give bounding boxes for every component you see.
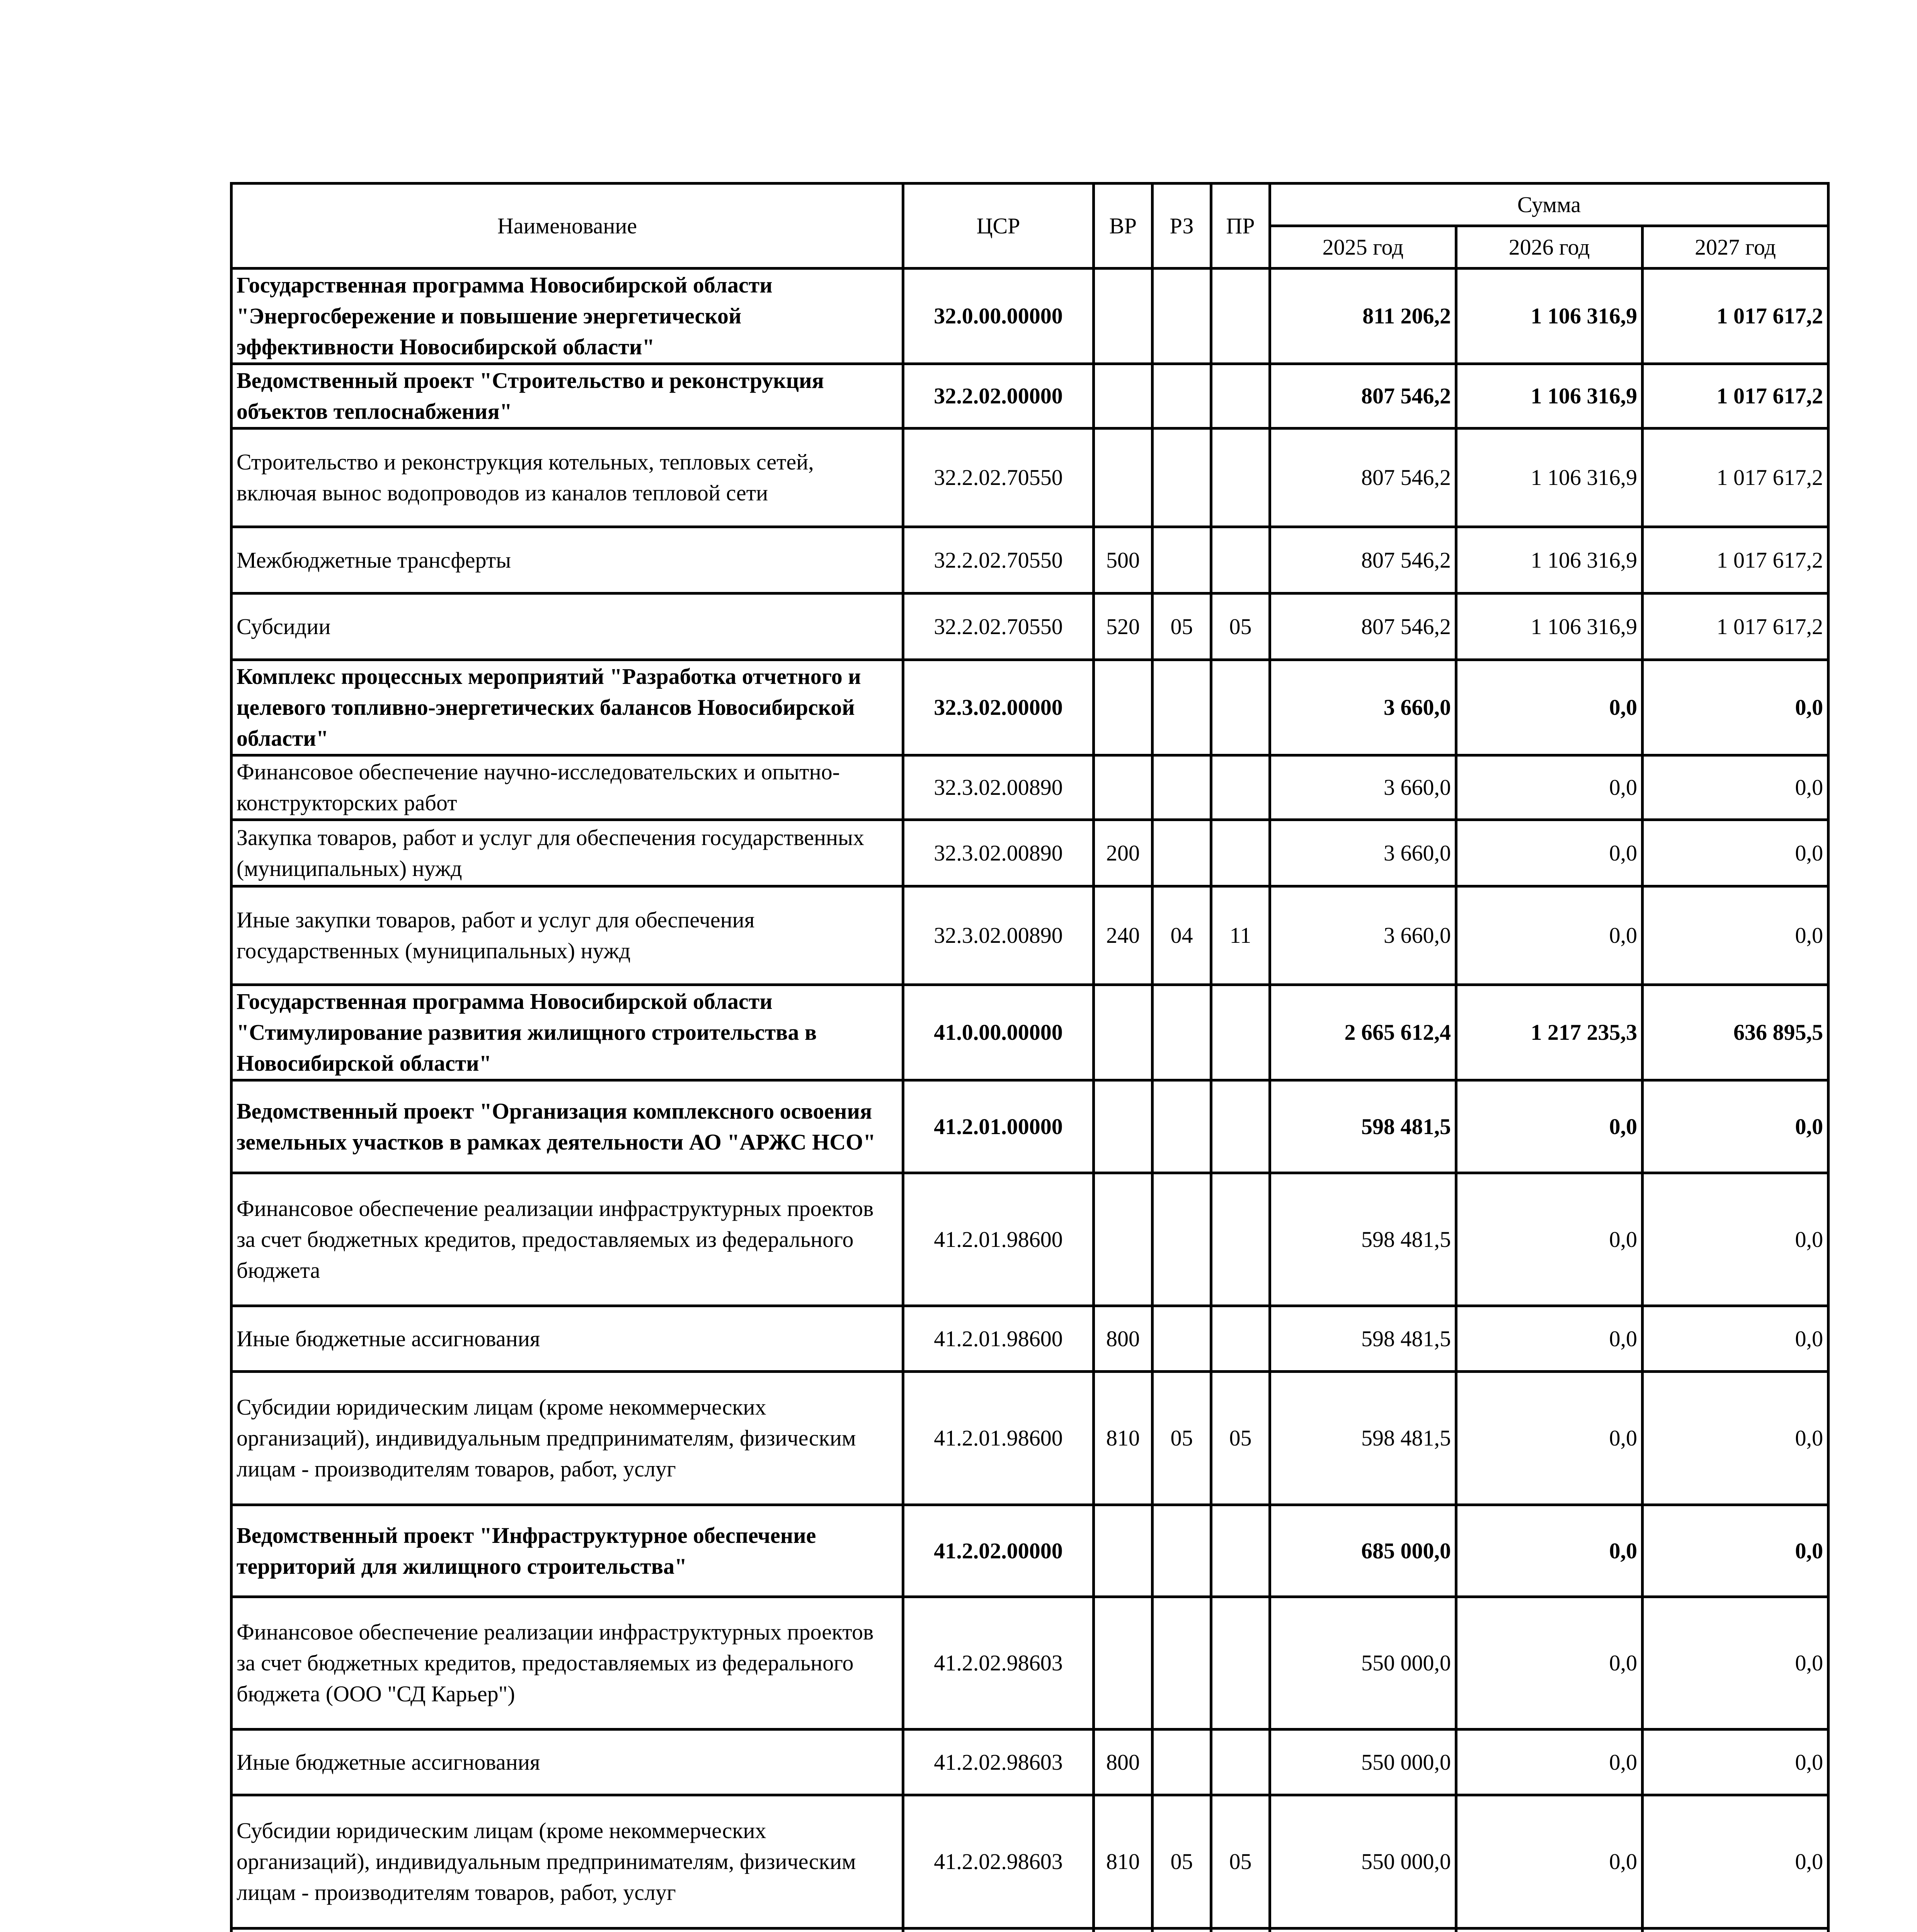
row-csr: 41.2.01.98600 xyxy=(903,1306,1094,1372)
row-name: Субсидии юридическим лицам (кроме некоммерческих организаций), индивидуальным предпринимателям, физическим лицам - производителям товаров, работ, услуг xyxy=(232,1372,903,1505)
row-csr: 41.0.00.00000 xyxy=(903,985,1094,1080)
row-sum-2027: 0,0 xyxy=(1643,1372,1828,1505)
row-csr: 41.2.02.98603 xyxy=(903,1730,1094,1795)
row-csr: 32.3.02.00000 xyxy=(903,660,1094,755)
row-sum-2026: 1 106 316,9 xyxy=(1456,364,1643,429)
table-row xyxy=(232,985,1828,1080)
table-row xyxy=(232,1173,1828,1306)
table-row xyxy=(232,1372,1828,1505)
row-name: Межбюджетные трансферты xyxy=(232,527,903,594)
row-csr: 32.0.00.00000 xyxy=(903,269,1094,364)
row-sum-2025: 807 546,2 xyxy=(1270,527,1456,594)
table-row xyxy=(232,527,1828,594)
row-pr: 05 xyxy=(1211,1795,1270,1929)
table-row xyxy=(232,364,1828,429)
header-row xyxy=(232,184,1828,226)
row-pr xyxy=(1211,660,1270,755)
row-rz: 04 xyxy=(1153,886,1211,985)
col-header-2026: 2026 год xyxy=(1456,226,1643,269)
row-sum-2026: 0,0 xyxy=(1456,1597,1643,1730)
row-sum-2026: 0,0 xyxy=(1456,886,1643,985)
table-row xyxy=(232,1505,1828,1597)
row-rz xyxy=(1153,1597,1211,1730)
row-sum-2026: 1 217 235,3 xyxy=(1456,985,1643,1080)
table-row xyxy=(232,755,1828,820)
row-rz: 05 xyxy=(1153,1795,1211,1929)
table-row xyxy=(232,820,1828,886)
row-rz xyxy=(1153,429,1211,527)
row-rz xyxy=(1153,269,1211,364)
row-sum-2026: 0,0 xyxy=(1456,1080,1643,1173)
row-sum-2027: 1 017 617,2 xyxy=(1643,594,1828,660)
row-name: Субсидии xyxy=(232,594,903,660)
row-pr: 11 xyxy=(1211,886,1270,985)
row-csr: 32.3.02.00890 xyxy=(903,755,1094,820)
row-sum-2026: 0,0 xyxy=(1456,1372,1643,1505)
row-csr: 32.3.02.00890 xyxy=(903,820,1094,886)
row-vr: 810 xyxy=(1094,1372,1153,1505)
row-sum-2025: 550 000,0 xyxy=(1270,1597,1456,1730)
col-header-rz: РЗ xyxy=(1153,184,1211,269)
row-name: Иные бюджетные ассигнования xyxy=(232,1306,903,1372)
row-vr xyxy=(1094,1080,1153,1173)
row-pr xyxy=(1211,1597,1270,1730)
row-vr xyxy=(1094,985,1153,1080)
row-vr: 800 xyxy=(1094,1306,1153,1372)
row-sum-2026: 0,0 xyxy=(1456,1173,1643,1306)
table-row xyxy=(232,660,1828,755)
row-sum-2027: 0,0 xyxy=(1643,1306,1828,1372)
row-vr xyxy=(1094,269,1153,364)
row-sum-2026 xyxy=(1456,1929,1643,1932)
row-csr: 41.2.01.98600 xyxy=(903,1173,1094,1306)
row-sum-2025: 685 000,0 xyxy=(1270,1505,1456,1597)
table-row xyxy=(232,1597,1828,1730)
row-vr xyxy=(1094,364,1153,429)
row-rz: 05 xyxy=(1153,1372,1211,1505)
row-pr xyxy=(1211,527,1270,594)
row-vr: 500 xyxy=(1094,527,1153,594)
table-row xyxy=(232,429,1828,527)
row-sum-2027: 0,0 xyxy=(1643,1080,1828,1173)
row-name: Ведомственный проект "Организация комплексного освоения земельных участков в рамках деятельности АО "АРЖС НСО" xyxy=(232,1080,903,1173)
row-pr xyxy=(1211,985,1270,1080)
row-sum-2026: 0,0 xyxy=(1456,660,1643,755)
table-row xyxy=(232,1306,1828,1372)
row-sum-2025: 598 481,5 xyxy=(1270,1306,1456,1372)
row-csr: 32.2.02.70550 xyxy=(903,527,1094,594)
row-rz xyxy=(1153,1306,1211,1372)
row-sum-2027: 1 017 617,2 xyxy=(1643,269,1828,364)
row-sum-2025: 598 481,5 xyxy=(1270,1372,1456,1505)
row-rz xyxy=(1153,755,1211,820)
table-row xyxy=(232,269,1828,364)
row-sum-2027: 1 017 617,2 xyxy=(1643,527,1828,594)
row-sum-2027: 0,0 xyxy=(1643,886,1828,985)
row-sum-2025: 3 660,0 xyxy=(1270,660,1456,755)
col-header-name: Наименование xyxy=(232,184,903,269)
row-sum-2027: 0,0 xyxy=(1643,660,1828,755)
row-rz: 05 xyxy=(1153,594,1211,660)
row-sum-2026: 1 106 316,9 xyxy=(1456,527,1643,594)
row-pr xyxy=(1211,1306,1270,1372)
row-name: Финансовое обеспечение реализации инфраструктурных проектов за счет бюджетных кредитов, предоставляемых из федерального бюджета (ООО "СД Карьер") xyxy=(232,1597,903,1730)
row-vr: 800 xyxy=(1094,1730,1153,1795)
col-header-2027: 2027 год xyxy=(1643,226,1828,269)
table-row xyxy=(232,1080,1828,1173)
row-sum-2026: 1 106 316,9 xyxy=(1456,429,1643,527)
table-row xyxy=(232,594,1828,660)
row-pr xyxy=(1211,1080,1270,1173)
row-rz xyxy=(1153,1080,1211,1173)
row-pr xyxy=(1211,364,1270,429)
table-row xyxy=(232,1795,1828,1929)
budget-sheet xyxy=(230,182,1827,1932)
row-name: Иные закупки товаров, работ и услуг для обеспечения государственных (муниципальных) нужд xyxy=(232,886,903,985)
row-rz xyxy=(1153,660,1211,755)
row-rz xyxy=(1153,820,1211,886)
row-vr xyxy=(1094,1173,1153,1306)
row-rz xyxy=(1153,364,1211,429)
row-csr: 41.2.02.98603 xyxy=(903,1597,1094,1730)
table-row xyxy=(232,1730,1828,1795)
row-rz xyxy=(1153,1505,1211,1597)
row-sum-2025: 3 660,0 xyxy=(1270,886,1456,985)
row-sum-2027: 0,0 xyxy=(1643,1730,1828,1795)
row-rz xyxy=(1153,985,1211,1080)
row-name: Государственная программа Новосибирской области "Энергосбережение и повышение энергетической эффективности Новосибирской области" xyxy=(232,269,903,364)
row-pr xyxy=(1211,1730,1270,1795)
row-sum-2027: 0,0 xyxy=(1643,1505,1828,1597)
row-name xyxy=(232,1929,903,1932)
row-pr xyxy=(1211,1173,1270,1306)
row-sum-2027: 0,0 xyxy=(1643,1795,1828,1929)
row-name: Финансовое обеспечение научно-исследовательских и опытно-конструкторских работ xyxy=(232,755,903,820)
row-sum-2026: 0,0 xyxy=(1456,1795,1643,1929)
row-name: Ведомственный проект "Строительство и реконструкция объектов теплоснабжения" xyxy=(232,364,903,429)
row-vr: 240 xyxy=(1094,886,1153,985)
row-vr xyxy=(1094,1929,1153,1932)
row-sum-2025: 807 546,2 xyxy=(1270,594,1456,660)
row-sum-2026: 0,0 xyxy=(1456,1505,1643,1597)
row-vr: 520 xyxy=(1094,594,1153,660)
row-pr: 05 xyxy=(1211,1372,1270,1505)
col-header-2025: 2025 год xyxy=(1270,226,1456,269)
row-vr xyxy=(1094,1505,1153,1597)
row-rz xyxy=(1153,1730,1211,1795)
row-csr: 32.2.02.00000 xyxy=(903,364,1094,429)
row-pr xyxy=(1211,429,1270,527)
row-sum-2025: 3 660,0 xyxy=(1270,755,1456,820)
row-sum-2025: 2 665 612,4 xyxy=(1270,985,1456,1080)
row-name: Ведомственный проект "Инфраструктурное обеспечение территорий для жилищного строительства" xyxy=(232,1505,903,1597)
row-sum-2027: 0,0 xyxy=(1643,1173,1828,1306)
row-pr xyxy=(1211,755,1270,820)
row-sum-2026: 0,0 xyxy=(1456,1306,1643,1372)
row-csr: 41.2.02.98603 xyxy=(903,1795,1094,1929)
row-sum-2025: 550 000,0 xyxy=(1270,1730,1456,1795)
row-pr xyxy=(1211,1929,1270,1932)
row-pr xyxy=(1211,820,1270,886)
row-csr: 41.2.01.00000 xyxy=(903,1080,1094,1173)
row-sum-2025 xyxy=(1270,1929,1456,1932)
row-sum-2025: 807 546,2 xyxy=(1270,429,1456,527)
row-rz xyxy=(1153,1173,1211,1306)
row-sum-2027: 1 017 617,2 xyxy=(1643,429,1828,527)
row-pr xyxy=(1211,1505,1270,1597)
row-name: Финансовое обеспечение реализации инфраструктурных проектов за счет бюджетных кредитов, предоставляемых из федерального бюджета xyxy=(232,1173,903,1306)
row-vr xyxy=(1094,429,1153,527)
table-row xyxy=(232,1929,1828,1932)
row-csr: 32.3.02.00890 xyxy=(903,886,1094,985)
row-vr xyxy=(1094,660,1153,755)
row-sum-2026: 0,0 xyxy=(1456,755,1643,820)
row-csr: 41.2.02.00000 xyxy=(903,1505,1094,1597)
row-sum-2026: 1 106 316,9 xyxy=(1456,594,1643,660)
col-header-vr: ВР xyxy=(1094,184,1153,269)
col-header-csr: ЦСР xyxy=(903,184,1094,269)
row-pr xyxy=(1211,269,1270,364)
row-sum-2026: 0,0 xyxy=(1456,1730,1643,1795)
row-vr: 200 xyxy=(1094,820,1153,886)
row-sum-2025: 3 660,0 xyxy=(1270,820,1456,886)
budget-table xyxy=(230,182,1830,1932)
row-csr: 32.2.02.70550 xyxy=(903,594,1094,660)
row-sum-2027: 0,0 xyxy=(1643,1597,1828,1730)
row-sum-2026: 0,0 xyxy=(1456,820,1643,886)
row-vr: 810 xyxy=(1094,1795,1153,1929)
row-sum-2026: 1 106 316,9 xyxy=(1456,269,1643,364)
row-sum-2025: 598 481,5 xyxy=(1270,1080,1456,1173)
table-row xyxy=(232,886,1828,985)
row-name: Строительство и реконструкция котельных, тепловых сетей, включая вынос водопроводов из каналов тепловой сети xyxy=(232,429,903,527)
row-csr: 32.2.02.70550 xyxy=(903,429,1094,527)
row-name: Субсидии юридическим лицам (кроме некоммерческих организаций), индивидуальным предпринимателям, физическим лицам - производителям товаров, работ, услуг xyxy=(232,1795,903,1929)
row-csr: 41.2.01.98600 xyxy=(903,1372,1094,1505)
row-vr xyxy=(1094,755,1153,820)
row-rz xyxy=(1153,1929,1211,1932)
col-header-sum: Сумма xyxy=(1270,184,1828,226)
row-rz xyxy=(1153,527,1211,594)
row-sum-2027: 0,0 xyxy=(1643,755,1828,820)
row-name: Государственная программа Новосибирской области "Стимулирование развития жилищного строительства в Новосибирской области" xyxy=(232,985,903,1080)
row-csr xyxy=(903,1929,1094,1932)
row-pr: 05 xyxy=(1211,594,1270,660)
row-vr xyxy=(1094,1597,1153,1730)
col-header-pr: ПР xyxy=(1211,184,1270,269)
row-sum-2027: 636 895,5 xyxy=(1643,985,1828,1080)
row-sum-2025: 807 546,2 xyxy=(1270,364,1456,429)
row-name: Иные бюджетные ассигнования xyxy=(232,1730,903,1795)
row-sum-2025: 811 206,2 xyxy=(1270,269,1456,364)
row-sum-2027: 1 017 617,2 xyxy=(1643,364,1828,429)
row-sum-2027: 0,0 xyxy=(1643,820,1828,886)
row-sum-2027 xyxy=(1643,1929,1828,1932)
row-name: Закупка товаров, работ и услуг для обеспечения государственных (муниципальных) нужд xyxy=(232,820,903,886)
row-sum-2025: 550 000,0 xyxy=(1270,1795,1456,1929)
row-name: Комплекс процессных мероприятий "Разработка отчетного и целевого топливно-энергетических балансов Новосибирской области" xyxy=(232,660,903,755)
row-sum-2025: 598 481,5 xyxy=(1270,1173,1456,1306)
